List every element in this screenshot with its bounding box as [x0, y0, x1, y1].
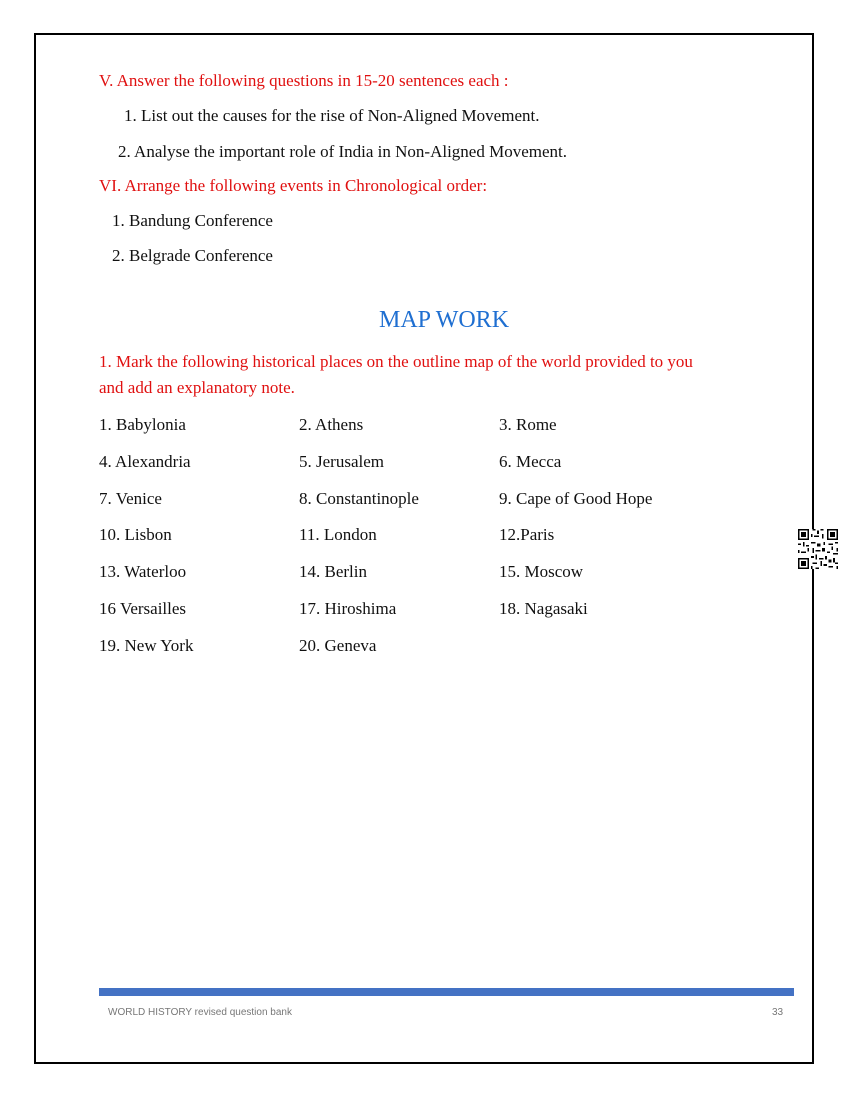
place-item: 6. Mecca: [499, 452, 562, 471]
footer-title: WORLD HISTORY revised question bank: [108, 1007, 292, 1018]
place-item: 9. Cape of Good Hope: [499, 489, 653, 508]
place-item: 10. Lisbon: [99, 525, 172, 544]
place-item: 5. Jerusalem: [299, 452, 384, 471]
map-instruction-line2: and add an explanatory note.: [99, 378, 295, 397]
question-2: 2. Analyse the important role of India in Non-Aligned Movement.: [118, 142, 567, 161]
place-item: 2. Athens: [299, 415, 364, 434]
place-item: 15. Moscow: [499, 562, 584, 581]
place-item: 19. New York: [99, 636, 194, 655]
footer-rule: [99, 988, 794, 996]
question-1: 1. List out the causes for the rise of Non-Aligned Movement.: [124, 106, 540, 125]
map-work-title: MAP WORK: [379, 307, 510, 333]
place-item: 3. Rome: [499, 415, 557, 434]
place-item: 13. Waterloo: [99, 562, 187, 581]
place-item: 11. London: [299, 525, 377, 544]
place-item: 16 Versailles: [99, 599, 187, 618]
event-1: 1. Bandung Conference: [112, 211, 273, 230]
place-item: 18. Nagasaki: [499, 599, 588, 618]
map-instruction-line1: 1. Mark the following historical places on the outline map of the world provided to you: [99, 352, 693, 371]
event-2: 2. Belgrade Conference: [112, 246, 273, 265]
section-vi-heading: VI. Arrange the following events in Chronological order:: [99, 176, 488, 195]
place-item: 7. Venice: [99, 489, 162, 508]
place-item: 4. Alexandria: [99, 452, 191, 471]
place-item: 1. Babylonia: [99, 415, 186, 434]
place-item: 14. Berlin: [299, 562, 367, 581]
place-item: 12.Paris: [499, 525, 555, 544]
qr-code-icon[interactable]: [798, 529, 838, 569]
place-item: 8. Constantinople: [299, 489, 419, 508]
place-item: 20. Geneva: [299, 636, 377, 655]
page-number: 33: [772, 1007, 784, 1018]
section-v-heading: V. Answer the following questions in 15-20 sentences each :: [99, 71, 509, 90]
place-item: 17. Hiroshima: [299, 599, 397, 618]
